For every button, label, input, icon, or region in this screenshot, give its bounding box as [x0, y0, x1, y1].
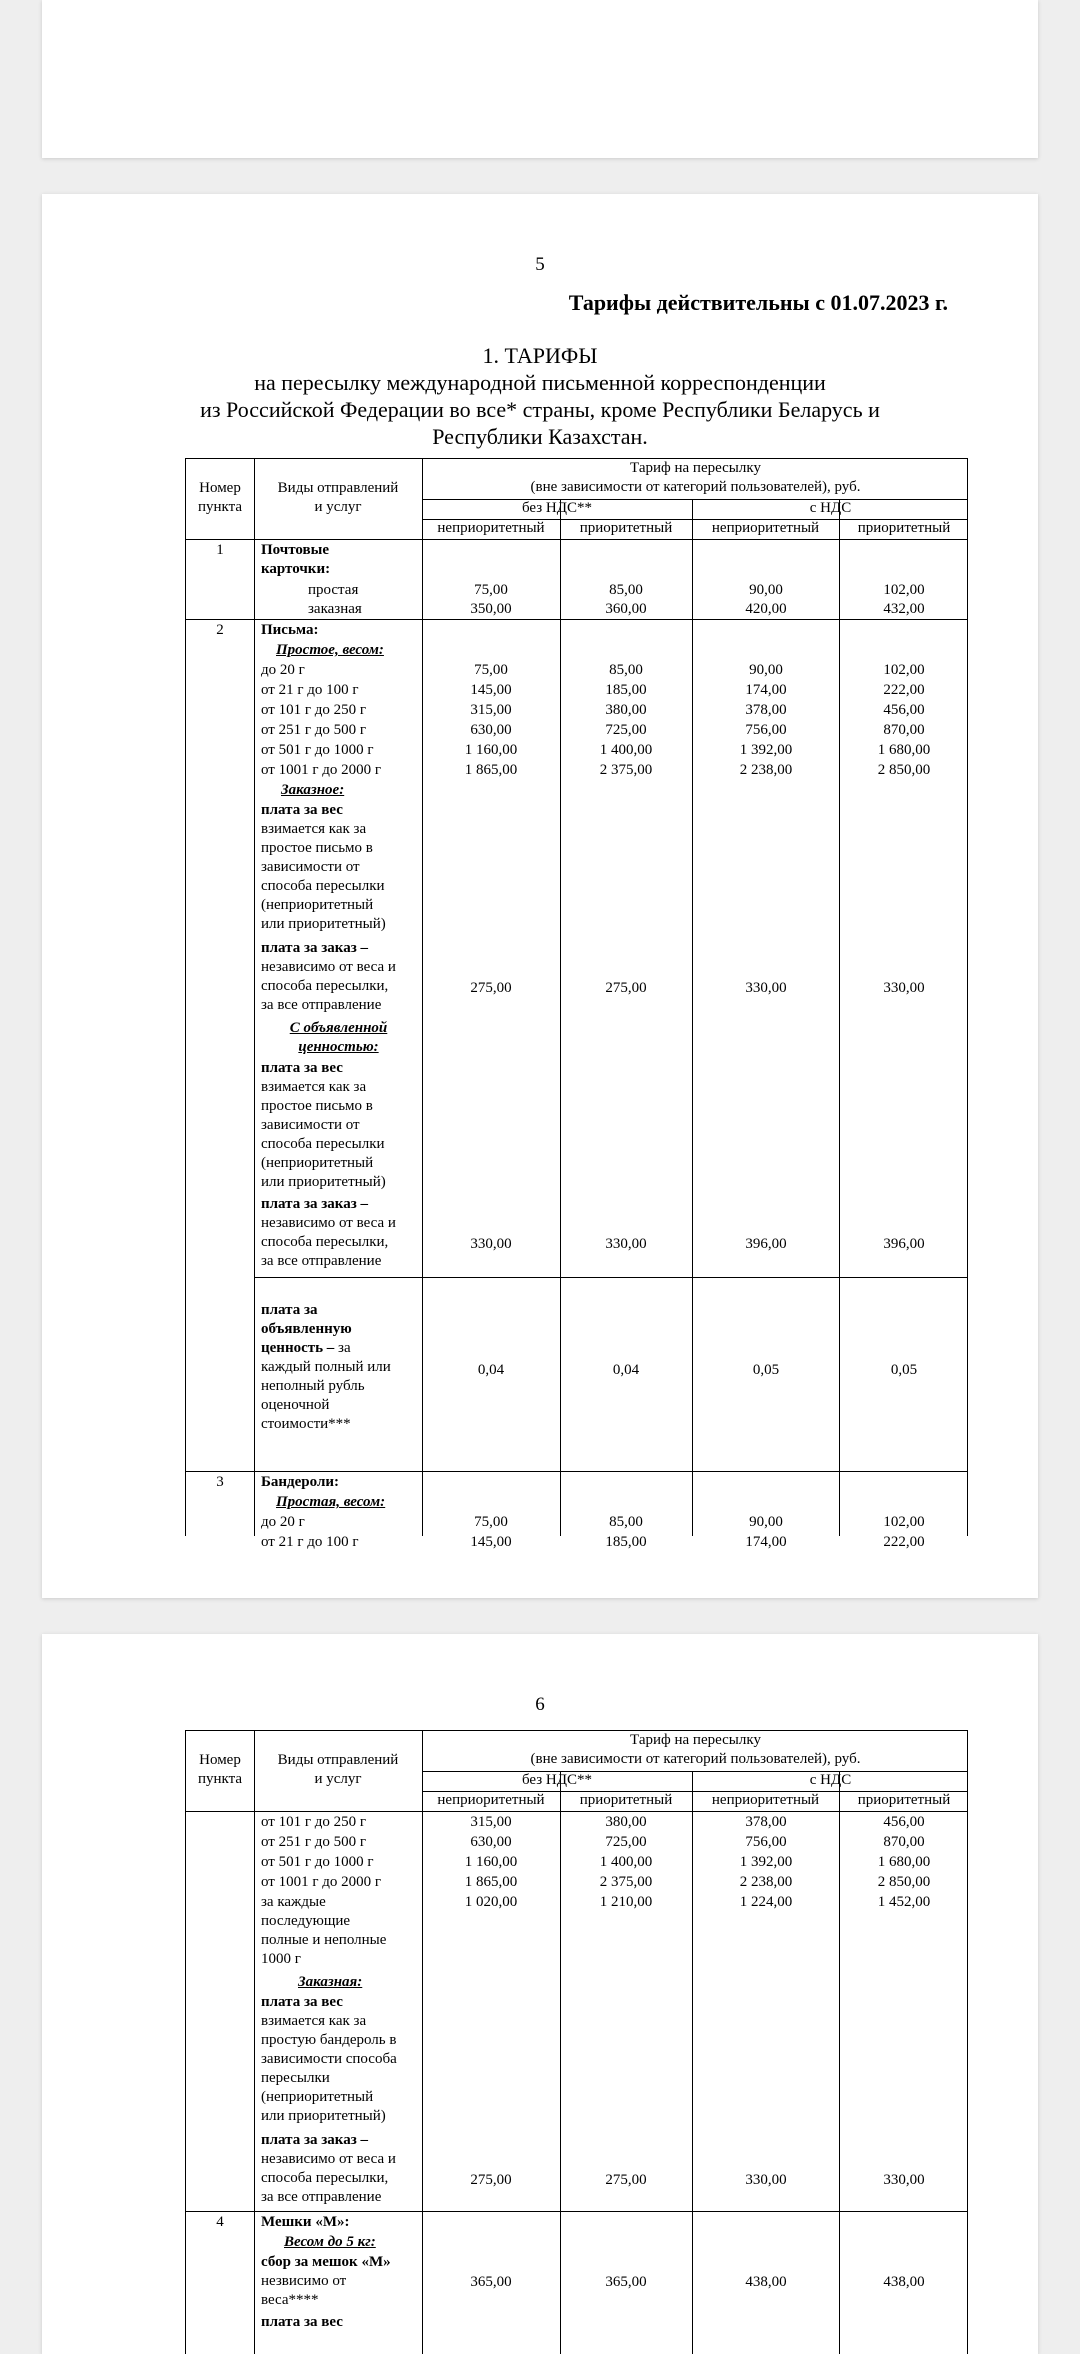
row-label: простая	[308, 582, 359, 598]
tariff-value: 725,00	[605, 1834, 647, 1850]
section-title: Почтовые карточки:	[261, 542, 331, 577]
row-label: от 501 г до 1000 г	[261, 1854, 374, 1870]
tariff-value: 185,00	[605, 1534, 647, 1550]
weight-fee-text: плата за вес взимается как за простое письмо в зависимости от способа пересылки (неприоритетный или приоритетный)	[261, 802, 386, 932]
header-with-vat: с НДС	[809, 500, 852, 516]
title-line: на пересылку международной письменной корреспонденции	[254, 370, 826, 395]
header-nonpriority: неприоритетный	[437, 520, 545, 536]
row-label: от 501 г до 1000 г	[261, 742, 374, 758]
title-line: Республики Казахстан.	[432, 424, 648, 449]
value-fee-text: плата за объявленную ценность – за каждый полный или неполный рубль оценочной стоимости***	[261, 1302, 391, 1432]
tariff-value: 174,00	[745, 1534, 787, 1550]
tariff-value: 630,00	[470, 1834, 512, 1850]
tariff-value: 438,00	[745, 2274, 787, 2290]
page-number: 5	[535, 254, 545, 275]
header-tariff: Тариф на пересылку (вне зависимости от категорий пользователей), руб.	[530, 460, 861, 495]
tariff-value: 85,00	[609, 662, 643, 678]
order-fee-text: плата за заказ – независимо от веса и способа пересылки, за все отправление	[261, 940, 396, 1013]
tariff-value: 185,00	[605, 682, 647, 698]
tariff-value: 380,00	[605, 702, 647, 718]
tariff-value: 2 375,00	[599, 762, 653, 778]
tariff-value: 0,05	[752, 1362, 780, 1378]
previous-page	[42, 0, 1038, 158]
tariff-value: 1 865,00	[464, 1874, 518, 1890]
document-page-6	[42, 1634, 1038, 2354]
tariff-value: 222,00	[883, 682, 925, 698]
tariff-value: 222,00	[883, 1534, 925, 1550]
tariff-value: 2 850,00	[877, 762, 931, 778]
weight-fee-heading: плата за вес	[261, 2314, 343, 2330]
tariff-value: 1 400,00	[599, 1854, 653, 1870]
item-number: 4	[216, 2214, 224, 2230]
order-fee-text: плата за заказ – независимо от веса и способа пересылки, за все отправление	[261, 2132, 396, 2205]
tariff-value: 1 210,00	[599, 1894, 653, 1910]
header-col-number: Номер пункта	[197, 1752, 243, 1787]
tariff-value: 365,00	[470, 2274, 512, 2290]
row-label: заказная	[308, 601, 362, 617]
tariff-value: 85,00	[609, 582, 643, 598]
tariff-value: 330,00	[470, 1236, 512, 1252]
sub-heading: С объявленной ценностью:	[289, 1020, 388, 1055]
tariff-value: 330,00	[745, 980, 787, 996]
tariff-value: 315,00	[470, 702, 512, 718]
tariff-value: 330,00	[883, 980, 925, 996]
row-label: до 20 г	[261, 662, 305, 678]
header-nonpriority: неприоритетный	[711, 1792, 820, 1808]
document-page-5	[42, 194, 1038, 1598]
tariff-value: 2 238,00	[739, 1874, 793, 1890]
header-priority: приоритетный	[857, 520, 951, 536]
tariff-value: 1 392,00	[739, 742, 793, 758]
tariff-value: 630,00	[470, 722, 512, 738]
header-tariff: Тариф на пересылку (вне зависимости от категорий пользователей), руб.	[530, 1732, 861, 1767]
row-label: от 21 г до 100 г	[261, 1534, 359, 1550]
sub-heading: Заказное:	[281, 782, 345, 798]
row-label: от 251 г до 500 г	[261, 1834, 367, 1850]
tariff-value: 396,00	[883, 1236, 925, 1252]
tariff-value: 2 375,00	[599, 1874, 653, 1890]
header-col-kind: Виды отправлений и услуг	[277, 480, 399, 515]
tariff-value: 1 400,00	[599, 742, 653, 758]
tariff-value: 330,00	[883, 2172, 925, 2188]
tariff-value: 0,05	[890, 1362, 918, 1378]
header-no-vat: без НДС**	[521, 1772, 593, 1788]
row-label: от 251 г до 500 г	[261, 722, 367, 738]
tariff-value: 174,00	[745, 682, 787, 698]
header-nonpriority: неприоритетный	[711, 520, 820, 536]
tariff-value: 870,00	[883, 1834, 925, 1850]
section-title: Письма:	[261, 622, 319, 638]
tariff-value: 725,00	[605, 722, 647, 738]
title-line: 1. ТАРИФЫ	[482, 343, 598, 368]
tariff-value: 0,04	[612, 1362, 640, 1378]
tariff-value: 360,00	[605, 601, 647, 617]
tariff-value: 870,00	[883, 722, 925, 738]
sub-heading: Заказная:	[298, 1974, 363, 1990]
header-priority: приоритетный	[579, 1792, 673, 1808]
tariff-value: 102,00	[883, 1514, 925, 1530]
header-priority: приоритетный	[579, 520, 673, 536]
row-label: от 101 г до 250 г	[261, 702, 367, 718]
tariff-value: 756,00	[745, 1834, 787, 1850]
page-number: 6	[535, 1694, 545, 1715]
tariff-value: 456,00	[883, 1814, 925, 1830]
row-label: от 1001 г до 2000 г	[261, 762, 382, 778]
tariff-value: 75,00	[474, 662, 508, 678]
tariff-value: 1 452,00	[877, 1894, 931, 1910]
tariff-value: 396,00	[745, 1236, 787, 1252]
tariff-value: 75,00	[474, 582, 508, 598]
tariff-value: 275,00	[470, 980, 512, 996]
tariff-value: 1 224,00	[739, 1894, 793, 1910]
tariff-value: 1 160,00	[464, 742, 518, 758]
row-label: до 20 г	[261, 1514, 305, 1530]
header-with-vat: с НДС	[809, 1772, 852, 1788]
tariff-value: 438,00	[883, 2274, 925, 2290]
each-next-label: за каждые последующие полные и неполные 1000 г	[261, 1894, 387, 1967]
row-label: от 1001 г до 2000 г	[261, 1874, 382, 1890]
tariff-table	[185, 1730, 968, 2354]
tariff-value: 1 865,00	[464, 762, 518, 778]
tariff-value: 1 160,00	[464, 1854, 518, 1870]
tariff-value: 756,00	[745, 722, 787, 738]
title-line: из Российской Федерации во все* страны, кроме Республики Беларусь и	[200, 397, 880, 422]
tariff-value: 145,00	[470, 682, 512, 698]
tariff-value: 1 680,00	[877, 742, 931, 758]
tariff-value: 102,00	[883, 662, 925, 678]
order-fee-text: плата за заказ – независимо от веса и способа пересылки, за все отправление	[261, 1196, 396, 1269]
tariff-value: 275,00	[470, 2172, 512, 2188]
section-title: Мешки «М»:	[261, 2214, 350, 2230]
bag-fee-text: сбор за мешок «М» незвисимо от веса****	[261, 2254, 391, 2308]
weight-fee-text: плата за вес взимается как за простое письмо в зависимости от способа пересылки (неприоритетный или приоритетный)	[261, 1060, 386, 1190]
tariff-value: 75,00	[474, 1514, 508, 1530]
tariff-value: 85,00	[609, 1514, 643, 1530]
sub-heading: Простая, весом:	[276, 1494, 386, 1510]
tariff-value: 90,00	[749, 662, 783, 678]
tariff-value: 365,00	[605, 2274, 647, 2290]
item-number: 3	[216, 1474, 224, 1490]
tariff-value: 275,00	[605, 2172, 647, 2188]
section-title: Бандероли:	[261, 1474, 340, 1490]
tariff-value: 1 392,00	[739, 1854, 793, 1870]
header-no-vat: без НДС**	[521, 500, 593, 516]
row-label: от 101 г до 250 г	[261, 1814, 367, 1830]
tariff-value: 432,00	[883, 601, 925, 617]
sub-heading: Простое, весом:	[276, 642, 384, 658]
tariff-value: 0,04	[477, 1362, 505, 1378]
header-col-kind: Виды отправлений и услуг	[277, 1752, 399, 1787]
tariff-value: 275,00	[605, 980, 647, 996]
header-col-number: Номер пункта	[197, 480, 243, 515]
item-number: 1	[216, 542, 224, 558]
header-priority: приоритетный	[857, 1792, 951, 1808]
tariff-value: 90,00	[749, 1514, 783, 1530]
tariff-value: 90,00	[749, 582, 783, 598]
tariff-value: 1 020,00	[464, 1894, 518, 1910]
header-nonpriority: неприоритетный	[437, 1792, 545, 1808]
tariff-table	[185, 458, 968, 1550]
tariff-value: 378,00	[745, 1814, 787, 1830]
tariff-value: 102,00	[883, 582, 925, 598]
tariff-value: 2 238,00	[739, 762, 793, 778]
tariff-value: 420,00	[745, 601, 787, 617]
sub-heading: Весом до 5 кг:	[284, 2234, 376, 2250]
tariff-value: 330,00	[605, 1236, 647, 1252]
document-title	[42, 342, 1038, 450]
tariff-value: 378,00	[745, 702, 787, 718]
item-number: 2	[216, 622, 224, 638]
tariff-value: 456,00	[883, 702, 925, 718]
validity-note: Тарифы действительны с 01.07.2023 г.	[568, 290, 948, 315]
tariff-value: 2 850,00	[877, 1874, 931, 1890]
tariff-value: 145,00	[470, 1534, 512, 1550]
tariff-value: 1 680,00	[877, 1854, 931, 1870]
tariff-value: 380,00	[605, 1814, 647, 1830]
tariff-value: 350,00	[470, 601, 512, 617]
tariff-value: 330,00	[745, 2172, 787, 2188]
weight-fee-text: плата за вес взимается как за простую бандероль в зависимости способа пересылки (неприоритетный или приоритетный)	[261, 1994, 397, 2124]
row-label: от 21 г до 100 г	[261, 682, 359, 698]
tariff-value: 315,00	[470, 1814, 512, 1830]
